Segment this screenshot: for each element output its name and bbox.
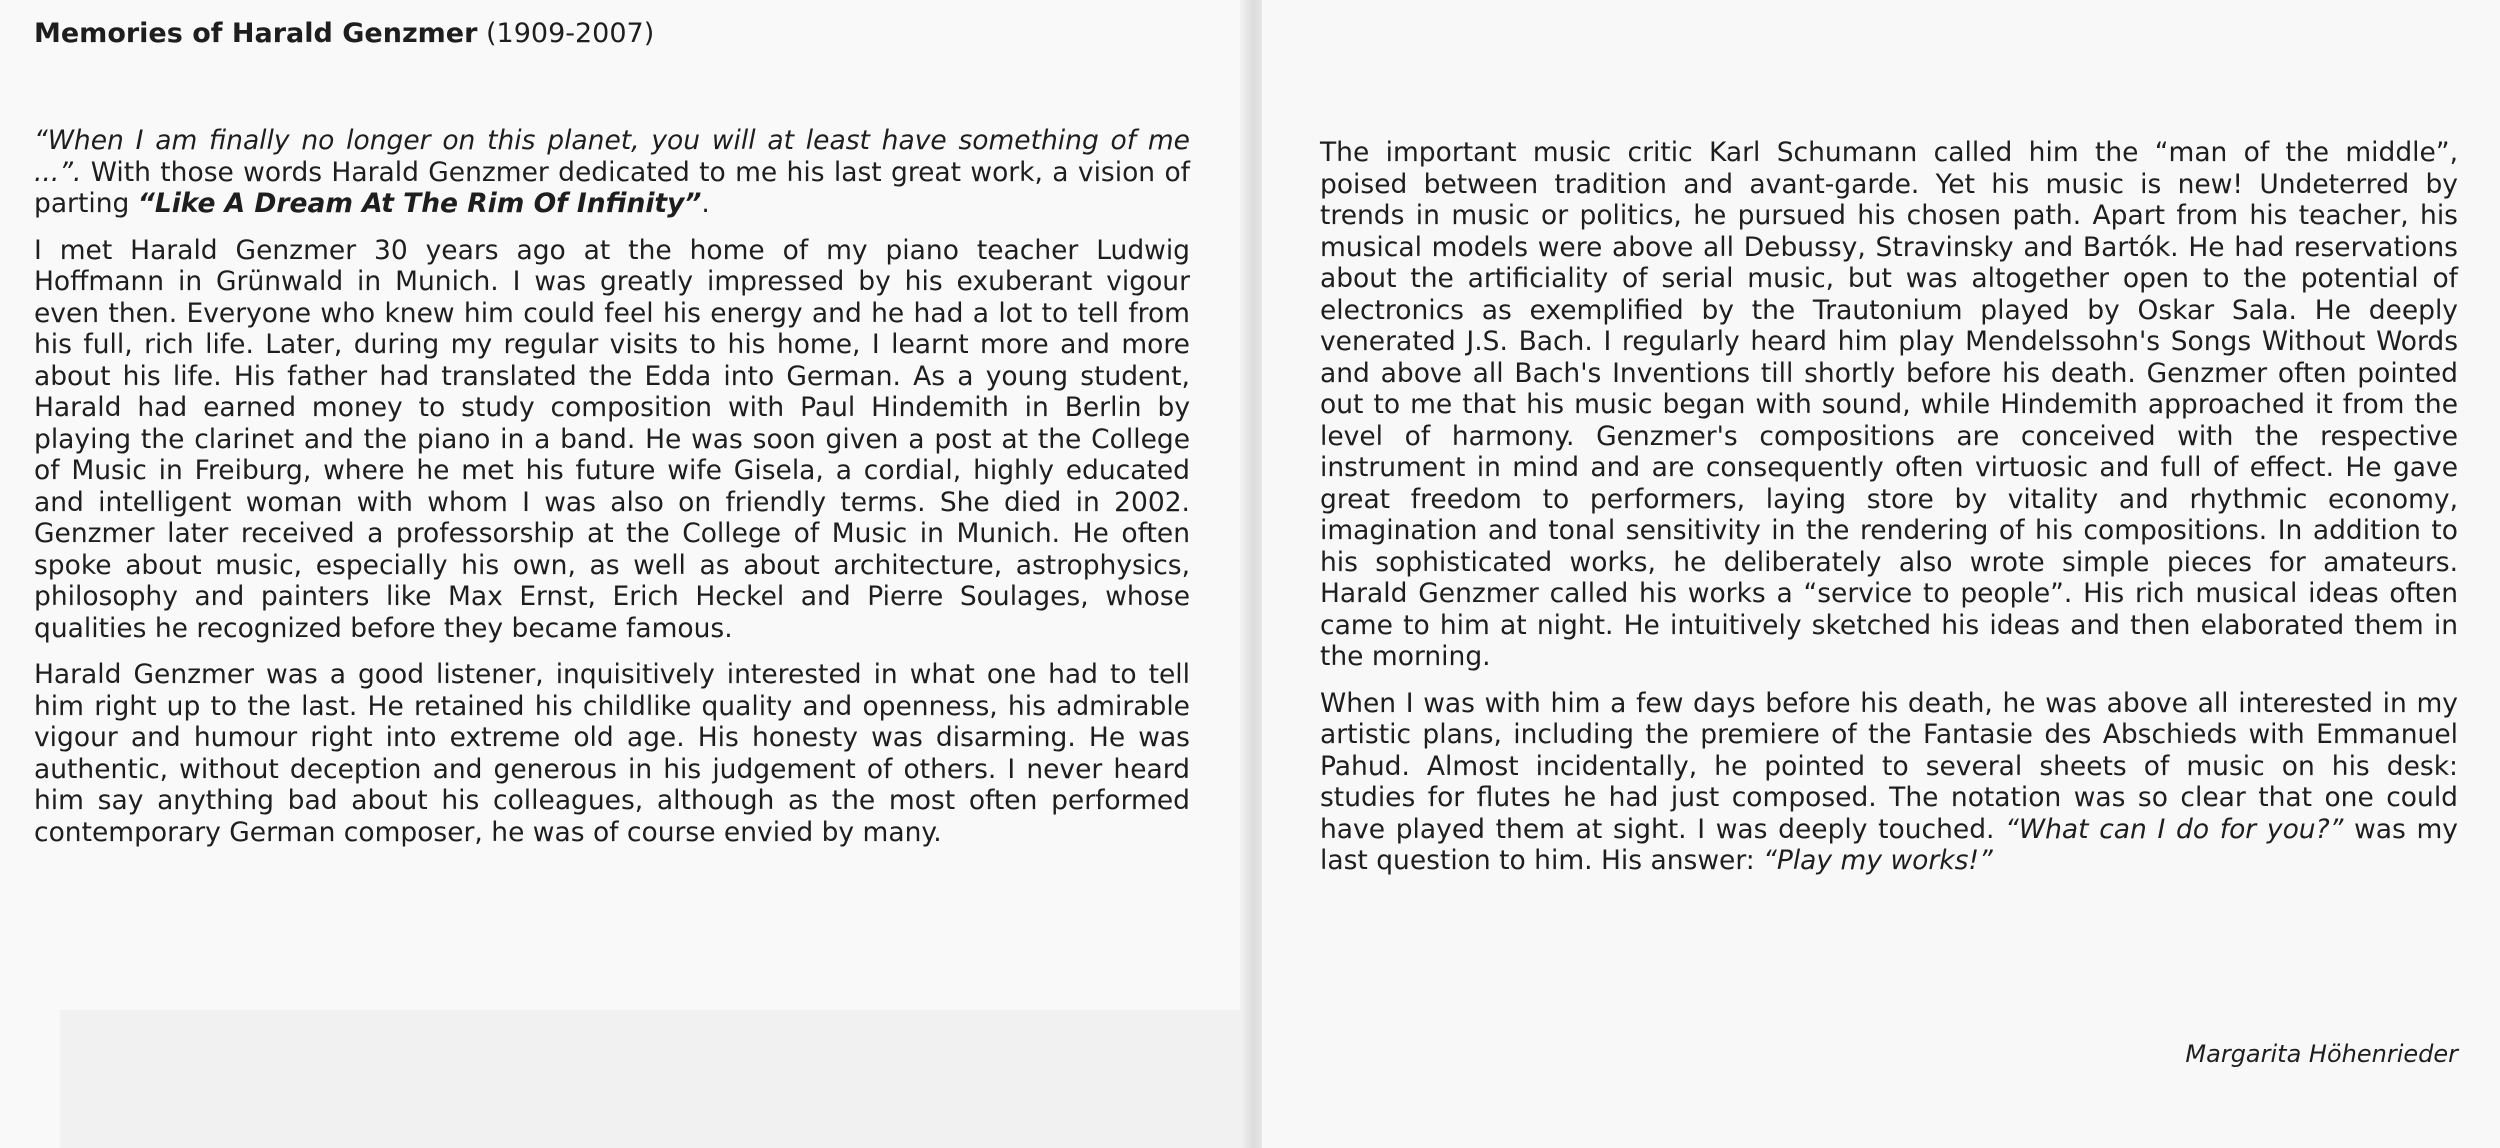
page-title [34,16,654,52]
intro-paragraph [34,125,1190,220]
final-visit-paragraph [1320,688,2458,877]
left-column [34,125,1190,863]
intro-end: . [701,188,710,219]
author-signature: Margarita Höhenrieder [2185,1040,2458,1068]
last-answer: “Play my works!” [1763,845,1993,876]
title-text: Memories of Harald Genzmer [34,18,478,49]
music-paragraph: The important music critic Karl Schumann called him the “man of the middle”, poised between tradition and avant-garde. Yet his music is new! Undeterred by trends in music or politics, he pursued his chosen path. Apart from his teacher, his musical models were above all Debussy, Stravinsky and Bartók. He had reservations about the artificiality of serial music, but was altogether open to the potential of electronics as exemplified by the Trautonium played by Oskar Sala. He deeply venerated J.S. Bach. I regularly heard him play Mendelssohn's Songs Without Words and above all Bach's Inventions till shortly before his death. Genzmer often pointed out to me that his music began with sound, while Hindemith approached it from the level of harmony. Genzmer's compositions are conceived with the respective instrument in mind and are consequently often virtuosic and full of effect. He gave great freedom to performers, laying store by vitality and rhythmic economy, imagination and tonal sensitivity in the rendering of his compositions. In addition to his sophisticated works, he deliberately also wrote simple pieces for amateurs. Harald Genzmer called his works a “service to people”. His rich musical ideas often came to him at night. He intuitively sketched his ideas and then elaborated them in the morning. [1320,137,2458,672]
character-paragraph: Harald Genzmer was a good listener, inquisitively interested in what one had to tell him right up to the last. He retained his childlike quality and openness, his admirable vigour and humour right into extreme old age. His honesty was disarming. He was authentic, without deception and generous in his judgement of others. I never heard him say anything bad about his colleagues, although as the most often performed contemporary German composer, he was of course envied by many. [34,659,1190,848]
dedication-quote: “When I am finally no longer on this planet, you will at least have something of me ...”. [34,125,1190,188]
show-through-band [60,1010,1258,1148]
last-question: “What can I do for you?” [2005,813,2344,845]
work-title: “Like A Dream At The Rim Of Infinity” [137,188,702,219]
final-visit-text: When I was with him a few days before his death, he was above all interested in my artistic plans, including the premiere of the Fantasie des Abschieds with Emmanuel Pahud. Almost incidentally, he pointed to several sheets of music on his desk: studies for flutes he had just composed. The notation was so clear that one could have played them at sight. I was deeply touched. [1320,687,2458,845]
biography-paragraph: I met Harald Genzmer 30 years ago at the home of my piano teacher Ludwig Hoffmann in Grünwald in Munich. I was greatly impressed by his exuberant vigour even then. Everyone who knew him could feel his energy and he had a lot to tell from his full, rich life. Later, during my regular visits to his home, I learnt more and more about his life. His father had translated the Edda into German. As a young student, Harald had earned money to study composition with Paul Hindemith in Berlin by playing the clarinet and the piano in a band. He was soon given a post at the College of Music in Freiburg, where he met his future wife Gisela, a cordial, highly educated and intelligent woman with whom I was also on friendly terms. She died in 2002. Genzmer later received a professorship at the College of Music in Munich. He often spoke about music, especially his own, as well as about architecture, astrophysics, philosophy and painters like Max Ernst, Erich Heckel and Pierre Soulages, whose qualities he recognized before they became famous. [34,234,1190,644]
final-visit-middle: was my last question to him. His answer: [1320,813,2458,876]
title-years: (1909-2007) [486,18,655,49]
right-page [1262,0,2500,1148]
right-column [1320,137,2458,892]
intro-text: With those words Harald Genzmer dedicated to me his last great work, a vision of parting [34,156,1190,219]
